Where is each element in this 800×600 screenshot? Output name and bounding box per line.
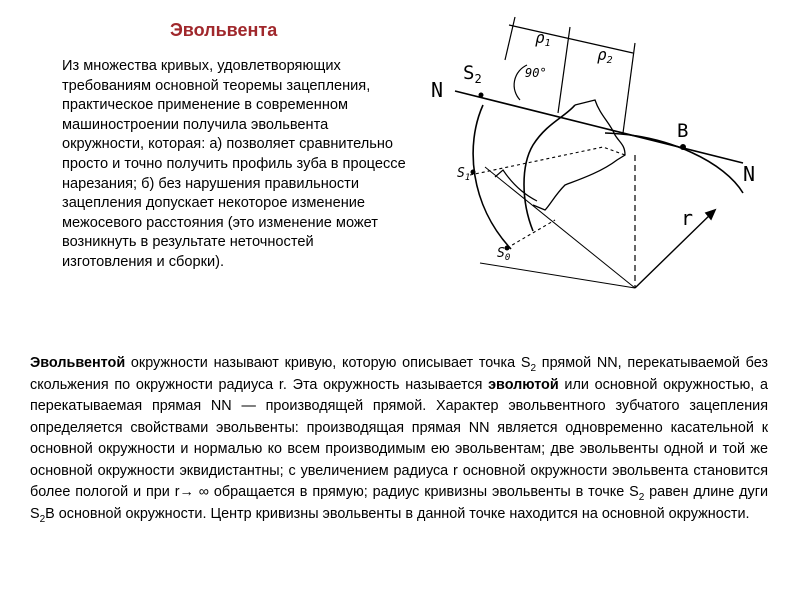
ray-line-1 <box>485 167 635 288</box>
tooth-profile <box>533 100 625 210</box>
dimension-line-3 <box>623 43 635 133</box>
label-s1: $S_1$ <box>457 166 471 183</box>
tooth-profile-2 <box>495 170 537 201</box>
label-b: B <box>677 120 689 142</box>
involute-curve-2 <box>524 105 575 231</box>
term-evolvent: Эвольвентой <box>30 355 126 371</box>
point-s0 <box>505 246 510 251</box>
generating-line-nn <box>455 91 743 163</box>
point-b <box>680 144 686 150</box>
dimension-line-1 <box>505 17 515 60</box>
term-evolute: эволютой <box>488 376 559 393</box>
r-arrow-line <box>635 210 715 288</box>
label-r: r <box>681 206 694 230</box>
label-rho1: ρ1 <box>535 28 551 49</box>
label-s0: $S_0$ <box>497 246 511 263</box>
label-rho2: ρ2 <box>597 45 613 66</box>
label-n-right: N <box>743 162 756 186</box>
dimension-line-2 <box>558 27 570 113</box>
rho-dimension-arrow <box>509 25 633 53</box>
base-circle-arc <box>605 133 743 193</box>
label-n-left: N <box>431 78 444 102</box>
involute-curve-1 <box>473 105 511 249</box>
definition-paragraph: Эвольвентой окружности называют кривую, которую описывает точка $S_2$ прямой NN, перекатываемой без скольжения по окружности радиуса r. Эта окружность называется эволютой или основной окружностью, а перекатываемая прямая NN — производящей прямой. Характер эвольвентного зубчатого зацепления определяется свойствами эвольвенты: производящая прямая NN является одновременно касательной к основной окружности и нормалью ко всем производимым ею эвольвентам; две эвольвенты одной и той же основной окружности эквидистантны; с увеличением радиуса r основной окружности эвольвента становится более пологой и при r→ ∞ обращается в прямую; радиус кривизны эвольвенты в точке $S_2$ равен длине дуги $S_2B$ основной окружности. Центр кривизны эвольвенты в данной точке находится на основной окружности. <box>30 355 769 525</box>
label-s2: $S_2$ <box>463 62 482 86</box>
intro-paragraph: Из множества кривых, удовлетворяющих требованиям основной теоремы зацепления, практическое применение в современном машиностроении получила эвольвента окружности, которая: а) позволяет сравнительно просто и точно получить профиль зуба в процессе нарезания; б) без нарушения правильности зацепления допускает некоторое изменение межосевого расстояния (это изменение может возникнуть в результате неточностей изготовления и сборки). <box>62 58 406 270</box>
page-title: Эвольвента <box>170 20 278 40</box>
label-90-degrees: 90° <box>525 66 547 80</box>
dotted-line-s1 <box>470 147 625 175</box>
ray-line-2 <box>480 263 635 288</box>
point-s2 <box>479 93 484 98</box>
point-s1 <box>471 170 476 175</box>
involute-figure <box>425 5 780 295</box>
